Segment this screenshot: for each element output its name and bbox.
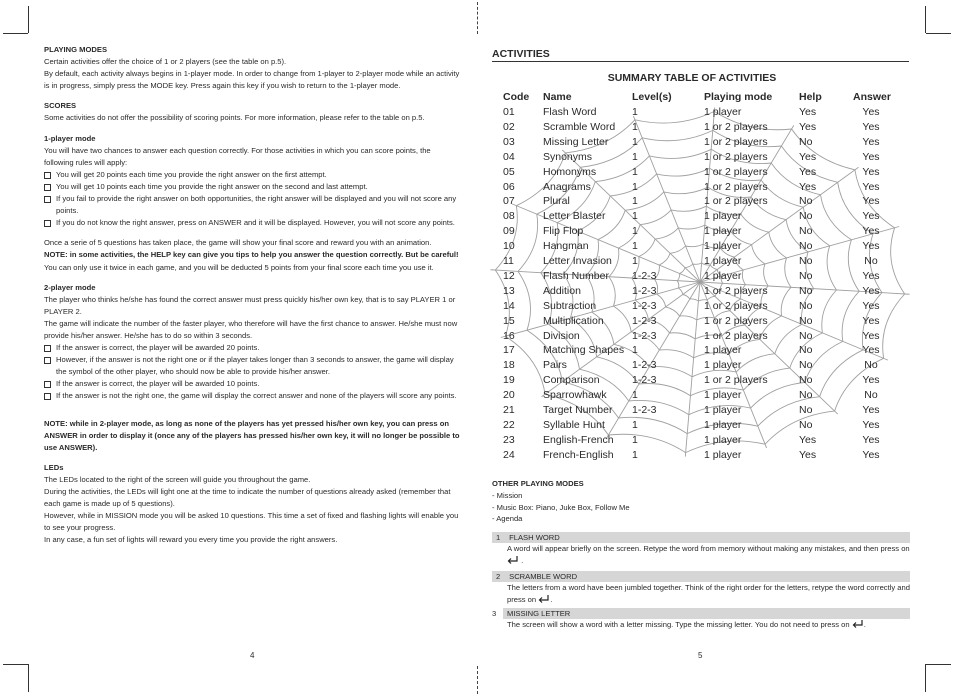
table-cell: 15 [503,314,515,327]
table-cell: 08 [503,210,515,223]
table-cell: No [799,314,813,327]
activity-header: 2 SCRAMBLE WORD [492,571,910,582]
table-cell: Flash Word [543,106,597,118]
checkbox-icon [44,220,51,227]
table-cell: Yes [862,180,880,193]
one-player-text: You will have two chances to answer each question correctly. For those activities in which you can score points, the following rules will apply: [44,145,431,167]
table-cell: 04 [503,150,515,163]
serie-text: Once a serie of 5 questions has taken place, the game will show your final score and reward you with an animation. [44,238,432,248]
table-cell: Yes [862,225,880,238]
table-cell: 20 [503,389,515,402]
table-cell: No [864,255,878,267]
table-cell: 24 [503,448,515,461]
other-modes-title: OTHER PLAYING MODES [492,479,584,488]
column-header: Level(s) [632,91,672,103]
table-cell: Scramble Word [543,120,616,133]
activity-missing-letter [492,608,910,631]
table-cell: Letter Blaster [543,210,606,223]
column-header: Name [543,91,572,103]
two-player-text: The game will indicate the number of the faster player, who therefore will have the first chance to answer. He/she must now provide his/her answer. He/she has to do so within 3 seconds. [44,318,458,340]
table-cell: Yes [799,165,817,178]
fold-line [477,2,478,34]
checkbox-icon [44,172,51,179]
table-cell: 1 player [704,448,742,461]
summary-table-title: SUMMARY TABLE OF ACTIVITIES [607,72,777,84]
crop-mark [926,664,951,665]
checkbox-icon [44,357,51,364]
table-cell: 1 [632,165,638,178]
table-row [503,344,903,359]
table-cell: Yes [799,106,817,118]
table-cell: Yes [862,120,880,133]
table-cell: 1 player [704,433,742,446]
activity-description: The screen will show a word with a letter missing. Type the missing letter. You do not need to press on . [507,620,866,629]
list-item: - Agenda [492,514,523,524]
playing-modes-text: By default, each activity always begins in 1-player mode. In order to change from 1-player to 2-player mode while an activity is in progress, simply press the MODE key. Press again this key if you wish to return to the 1-player mode. [44,69,460,91]
checkbox-icon [44,345,51,352]
leds-text: The LEDs located to the right of the screen will guide you throughout the game. [44,474,311,484]
table-row [503,255,903,270]
leds-text: During the activities, the LEDs will light one at the time to indicate the number of questions already asked (remember that each game is made up of 5 questions). [44,487,451,509]
table-cell: Yes [862,135,880,148]
table-cell: 1 player [704,389,742,402]
table-row [503,404,903,419]
table-cell: No [799,418,813,431]
table-cell: 1 or 2 players [704,150,768,163]
table-cell: No [799,240,813,253]
table-cell: Yes [862,329,880,342]
table-row [503,166,903,181]
table-cell: 01 [503,106,515,118]
two-player-note: NOTE: while in 2-player mode, as long as none of the players has yet pressed his/her own key, you can press on ANSWER in order to display it (once any of the players has pressed his/her own key, it will no longer be possible to use ANSWER). [44,418,460,452]
help-note: NOTE: in some activities, the HELP key can give you tips to help you answer the question correctly. But be careful! You can only use it twice in each game, and you will be deducted 5 points from your final score each time you use it. [44,250,459,272]
table-row [503,315,903,330]
checkbox-icon [44,196,51,203]
table-row [503,389,903,404]
leds-text: In any case, a fun set of lights will reward you every time you provide the right answers. [44,535,338,545]
table-cell: 1 [632,389,638,402]
table-cell: 1 player [704,344,742,357]
table-cell: Yes [862,433,880,446]
table-cell: 13 [503,284,515,297]
table-cell: 1-2-3 [632,374,657,387]
table-cell: 1 player [704,418,742,431]
table-cell: 05 [503,165,515,178]
table-cell: 17 [503,344,515,357]
table-cell: 1 player [704,106,742,118]
table-cell: 1 [632,418,638,431]
enter-key-icon [538,594,550,603]
table-cell: 1-2-3 [632,314,657,327]
table-cell: 1-2-3 [632,299,657,312]
table-cell: 1-2-3 [632,284,657,297]
table-cell: 03 [503,135,515,148]
table-cell: 1 or 2 players [704,165,768,178]
table-cell: Missing Letter [543,135,609,148]
table-cell: 1 player [704,359,742,372]
activity-header: 3 MISSING LETTER [492,608,910,619]
table-cell: Yes [862,448,880,461]
table-cell: No [799,269,813,282]
table-cell: 1 [632,210,638,223]
left-page [44,44,462,546]
table-cell: Homonyms [543,165,597,178]
table-cell: Synonyms [543,150,593,163]
table-cell: Letter Invasion [543,255,612,267]
table-cell: No [864,359,878,372]
crop-mark [925,6,926,33]
activity-header: 1 FLASH WORD [492,532,910,543]
crop-mark [28,664,29,692]
table-cell: Yes [799,180,817,193]
checkbox-icon [44,184,51,191]
table-cell: 21 [503,404,515,416]
table-cell: Syllable Hunt [543,418,605,431]
column-header: Playing mode [704,91,773,103]
table-cell: 1 or 2 players [704,120,768,133]
table-cell: No [799,284,813,297]
enter-key-icon [852,619,864,628]
table-cell: English-French [543,433,614,446]
table-cell: Yes [862,106,880,118]
table-cell: 1 [632,120,638,133]
table-cell: Matching Shapes [543,344,625,357]
page-number: 4 [250,651,255,660]
table-cell: Yes [799,120,817,133]
table-cell: 1 [632,344,638,357]
table-cell: 1 or 2 players [704,180,768,193]
table-cell: Yes [862,195,880,208]
table-row [503,270,903,285]
table-cell: 1 [632,225,638,238]
table-cell: 1-2-3 [632,269,657,282]
fold-line [477,666,478,694]
list-item: If the answer is not the right one, the game will display the correct answer and none of the players will score any points. [44,390,462,402]
list-item: If the answer is correct, the player will be awarded 10 points. [44,378,462,390]
table-row [503,136,903,151]
table-cell: Addition [543,284,581,297]
table-row [503,225,903,240]
table-cell: 1 [632,433,638,446]
table-cell: No [799,374,813,387]
table-cell: No [864,389,878,402]
table-row [503,374,903,389]
table-cell: 22 [503,418,515,431]
crop-mark [3,664,28,665]
crop-mark [3,33,28,34]
one-player-title: 1-player mode [44,133,96,143]
other-playing-modes [492,478,909,525]
table-cell: 1 [632,135,638,148]
table-cell: Yes [799,448,817,461]
table-cell: 02 [503,120,515,133]
table-cell: Plural [543,195,570,208]
table-cell: Comparison [543,374,600,387]
table-cell: Flip Flop [543,225,584,238]
table-cell: Yes [862,374,880,387]
table-cell: 23 [503,433,515,446]
enter-key-icon [507,555,519,564]
table-cell: Yes [862,210,880,223]
table-row [503,330,903,345]
activity-description: A word will appear briefly on the screen. Retype the word from memory without making any mistakes, and then press on . [507,544,910,565]
table-cell: 12 [503,269,515,282]
table-cell: Hangman [543,240,589,253]
table-cell: 1 [632,180,638,193]
table-cell: Target Number [543,404,613,416]
table-cell: French-English [543,448,614,461]
table-row [503,181,903,196]
table-cell: 07 [503,195,515,208]
table-cell: 09 [503,225,515,238]
table-cell: No [799,195,813,208]
table-cell: 1 [632,150,638,163]
table-row [503,449,903,464]
table-header-row [503,91,903,106]
activity-flash-word [492,532,910,567]
table-cell: 19 [503,374,515,387]
table-cell: Yes [862,404,880,416]
page-number: 5 [698,651,703,660]
list-item: If you do not know the right answer, press on ANSWER and it will be displayed. However, you will not score any points. [44,217,462,229]
activities-title: ACTIVITIES [492,48,550,60]
table-cell: 1 [632,255,638,267]
table-row [503,419,903,434]
one-player-list [44,169,462,229]
list-item: If you fail to provide the right answer on both opportunities, the right answer will be displayed and you will not score any points. [44,193,462,217]
table-cell: 1 or 2 players [704,329,768,342]
table-cell: No [799,299,813,312]
table-cell: 1-2-3 [632,404,657,416]
table-cell: No [799,225,813,238]
table-cell: No [799,210,813,223]
activity-description: The letters from a word have been jumbled together. Think of the right order for the letters, retype the word correctly and press on . [507,583,910,604]
table-cell: 1 player [704,269,742,282]
table-cell: Yes [862,269,880,282]
list-item: However, if the answer is not the right one or if the player takes longer than 3 seconds to answer, the game will display the symbol of the other player, who should now be able to provide his/her answer. [44,354,462,378]
table-cell: 1 [632,448,638,461]
checkbox-icon [44,393,51,400]
leds-title: LEDs [44,462,64,472]
crop-mark [28,6,29,33]
column-header: Help [799,91,822,103]
list-item: If the answer is correct, the player will be awarded 20 points. [44,342,462,354]
column-header: Answer [853,91,891,103]
table-row [503,151,903,166]
table-row [503,285,903,300]
table-cell: Yes [862,418,880,431]
list-item: - Mission [492,490,523,500]
playing-modes-title: PLAYING MODES [44,45,108,54]
table-cell: 1 player [704,225,742,238]
table-cell: Yes [862,165,880,178]
table-cell: 1 or 2 players [704,299,768,312]
table-cell: Yes [799,433,817,446]
crop-mark [926,33,951,34]
table-cell: 1 or 2 players [704,195,768,208]
playing-modes-text: Certain activities offer the choice of 1 or 2 players (see the table on p.5). [44,57,287,67]
two-player-text: The player who thinks he/she has found the correct answer must press quickly his/her own key, that is to say PLAYER 1 or PLAYER 2. [44,294,456,316]
table-cell: 1 [632,106,638,118]
table-cell: 1 player [704,404,742,416]
table-cell: 10 [503,240,515,253]
list-item: You will get 20 points each time you provide the right answer on the first attempt. [44,169,462,181]
table-cell: No [799,359,813,372]
list-item: - Music Box: Piano, Juke Box, Follow Me [492,502,630,512]
table-row [503,121,903,136]
table-cell: Yes [862,299,880,312]
scores-text: Some activities do not offer the possibility of scoring points. For more information, please refer to the table on p.5. [44,113,425,123]
two-player-list [44,342,462,402]
table-cell: 18 [503,359,515,372]
table-cell: 1 [632,195,638,208]
table-cell: Multiplication [543,314,604,327]
crop-mark [925,664,926,692]
activity-scramble-word [492,571,910,606]
table-cell: Yes [799,150,817,163]
divider [492,61,909,62]
table-cell: 16 [503,329,515,342]
table-cell: Division [543,329,580,342]
table-row [503,106,903,121]
list-item: You will get 10 points each time you provide the right answer on the second and last attempt. [44,181,462,193]
table-cell: Flash Number [543,269,609,282]
table-cell: Pairs [543,359,567,372]
table-cell: Yes [862,240,880,253]
table-row [503,300,903,315]
table-cell: Sparrowhawk [543,389,607,402]
table-cell: 1 player [704,240,742,253]
scores-title: SCORES [44,101,77,111]
table-cell: 06 [503,180,515,193]
table-cell: Yes [862,284,880,297]
table-cell: No [799,329,813,342]
table-cell: Subtraction [543,299,597,312]
table-cell: No [799,255,813,267]
table-cell: Yes [862,150,880,163]
table-cell: 1 or 2 players [704,284,768,297]
table-cell: 1 or 2 players [704,314,768,327]
table-cell: 1-2-3 [632,329,657,342]
table-cell: No [799,404,813,416]
table-cell: 1-2-3 [632,359,657,372]
table-cell: Anagrams [543,180,591,193]
table-row [503,210,903,225]
table-cell: Yes [862,344,880,357]
table-cell: 1 or 2 players [704,374,768,387]
table-cell: 1 player [704,255,742,267]
leds-text: However, while in MISSION mode you will be asked 10 questions. This time a set of fixed and flashing lights will enable you to see your progress. [44,511,459,533]
table-cell: 1 [632,240,638,253]
table-row [503,195,903,210]
table-cell: 1 or 2 players [704,135,768,148]
table-cell: 1 player [704,210,742,223]
table-cell: 11 [503,255,514,267]
table-cell: No [799,344,813,357]
table-cell: No [799,389,813,402]
two-player-title: 2-player mode [44,282,96,292]
table-row [503,359,903,374]
table-cell: 14 [503,299,515,312]
table-cell: No [799,135,813,148]
checkbox-icon [44,381,51,388]
column-header: Code [503,91,530,103]
table-row [503,434,903,449]
table-cell: Yes [862,314,880,327]
table-row [503,240,903,255]
